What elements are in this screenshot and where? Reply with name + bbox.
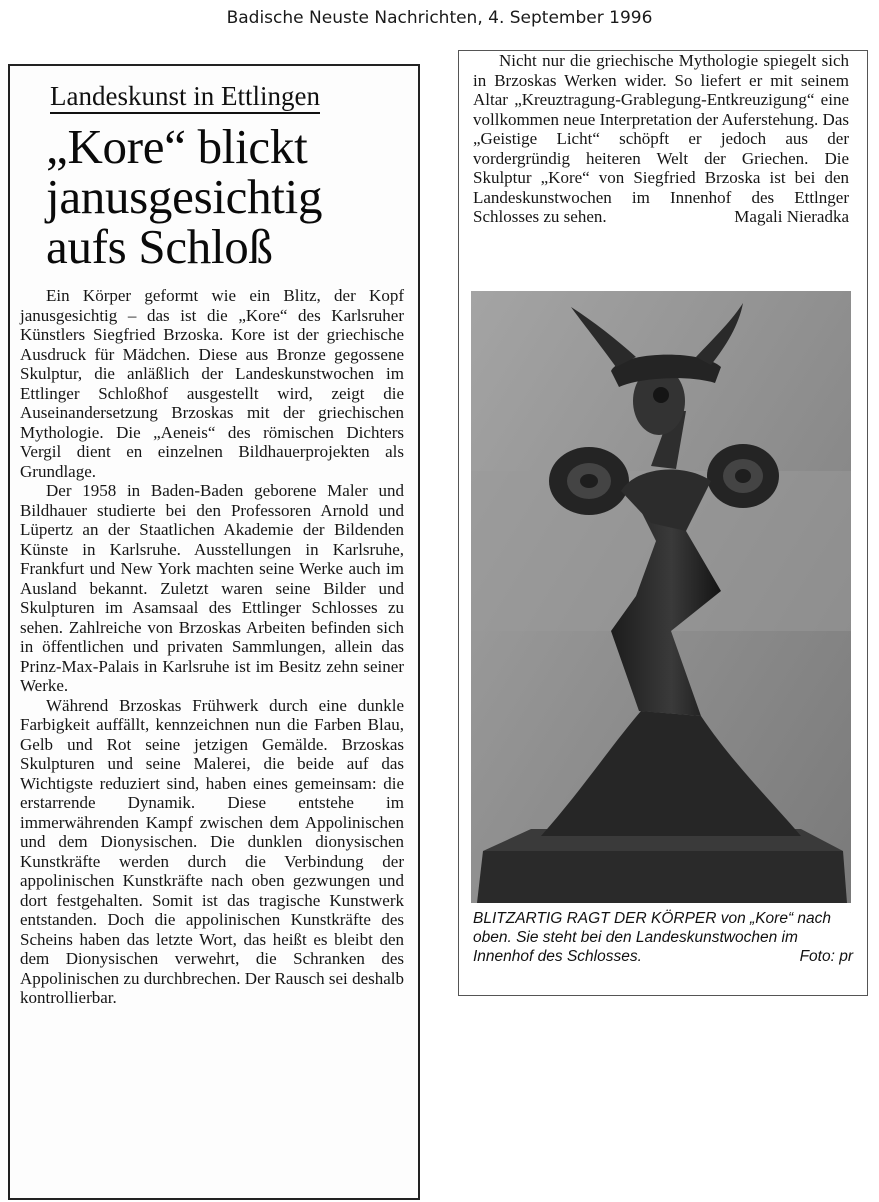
- right-paragraph: [473, 51, 849, 227]
- article-left-column: [8, 64, 420, 1200]
- source-line: Badische Neuste Nachrichten, 4. September 1996: [226, 8, 653, 28]
- kore-sculpture-image: [471, 291, 851, 903]
- right-text: [473, 51, 849, 227]
- author: Magali Nieradka: [734, 207, 849, 226]
- right-paragraph-text: Nicht nur die griechische Mythologie spiegelt sich in Brzoskas Werken wider. So liefert er mit seinem Altar „Kreuztragung-Grablegung-Entkreuzigung“ eine vollkommen neue Interpretation der Auferstehung. Das „Geistige Licht“ schöpft er jedoch aus der vordergründig heiteren Welt der Griechen. Die Skulptur „Kore“ von Siegfried Brzoska ist bei den Landeskunstwochen im Innenhof des Ettlnger Schlosses zu sehen.: [473, 51, 849, 226]
- body-paragraph-3: Während Brzoskas Frühwerk durch eine dunkle Farbigkeit auffällt, kennzeichnen nun die Farben Blau, Gelb und Rot seine jetzigen Gemälde. Brzoskas Skulpturen und seine Malerei, die beide auf das Wichtigste reduziert sind, haben eines gemeinsam: die erstarrende Dynamik. Diese entstehe im immerwährenden Kampf zwischen dem Appolinischen und dem Dionysischen. Die dunklen dionysischen Kunstkräfte werden durch die Verbindung der appolinischen Kunstkräfte nach oben gezwungen und dort festgehalten. Somit ist das tragische Kunstwerk entstanden. Doch die appolinischen Kunstkräfte des Scheins haben das letzte Wort, das heißt es bleibt den dem Dionysischen verwehrt, die Schranken des Appolinischen zu durchbrechen. Der Rausch sei deshalb kontrollierbar.: [20, 695, 404, 1007]
- article-right-column: [458, 50, 868, 996]
- body-paragraph-2: Der 1958 in Baden-Baden geborene Maler und Bildhauer studierte bei den Professoren Arnold und Lüpertz an der Staatlichen Akademie der Bildenden Künste in Karlsruhe. Ausstellungen in Karlsruhe, Frankfurt und New York machten seine Werke auch im Ausland bekannt. Zuletzt waren seine Bilder und Skulpturen im Asamsaal des Ettlinger Schlosses zu sehen. Zahlreiche von Brzoskas Arbeiten befinden sich in öffentlichen und privaten Sammlungen, allein das Prinz-Max-Palais in Karlsruhe ist im Besitz zehn seiner Werke.: [20, 481, 404, 695]
- sculpture-photo: [471, 291, 851, 903]
- caption-text: BLITZARTIG RAGT DER KÖRPER von „Kore“ nach oben. Sie steht bei den Landeskunstwochen im Innenhof des Schlosses.: [473, 910, 832, 965]
- photo-credit: Foto: pr: [799, 948, 853, 965]
- body-paragraph-1: Ein Körper geformt wie ein Blitz, der Kopf janusgesichtig – das ist die „Kore“ des Karlsruher Künstlers Siegfried Brzoska. Kore ist der griechische Ausdruck für Mädchen. Diese aus Bronze gegossene Skulptur, die anläßlich der Landeskunstwochen im Ettlinger Schloßhof ausgestellt wird, zeigt die Auseinandersetzung Brzoskas mit der griechischen Mythologie. Die „Aeneis“ des römischen Dichters Vergil dient en einzelnen Bildhauerprojekten als Grundlage.: [20, 286, 404, 481]
- kicker: Landeskunst in Ettlingen: [50, 81, 320, 114]
- photo-caption: [473, 909, 853, 966]
- headline-line-2: janusgesichtig: [46, 169, 323, 224]
- article-body: [20, 286, 404, 1008]
- headline-line-3: aufs Schloß: [46, 219, 273, 274]
- headline-line-1: „Kore“ blickt: [46, 119, 308, 174]
- headline: [46, 119, 418, 274]
